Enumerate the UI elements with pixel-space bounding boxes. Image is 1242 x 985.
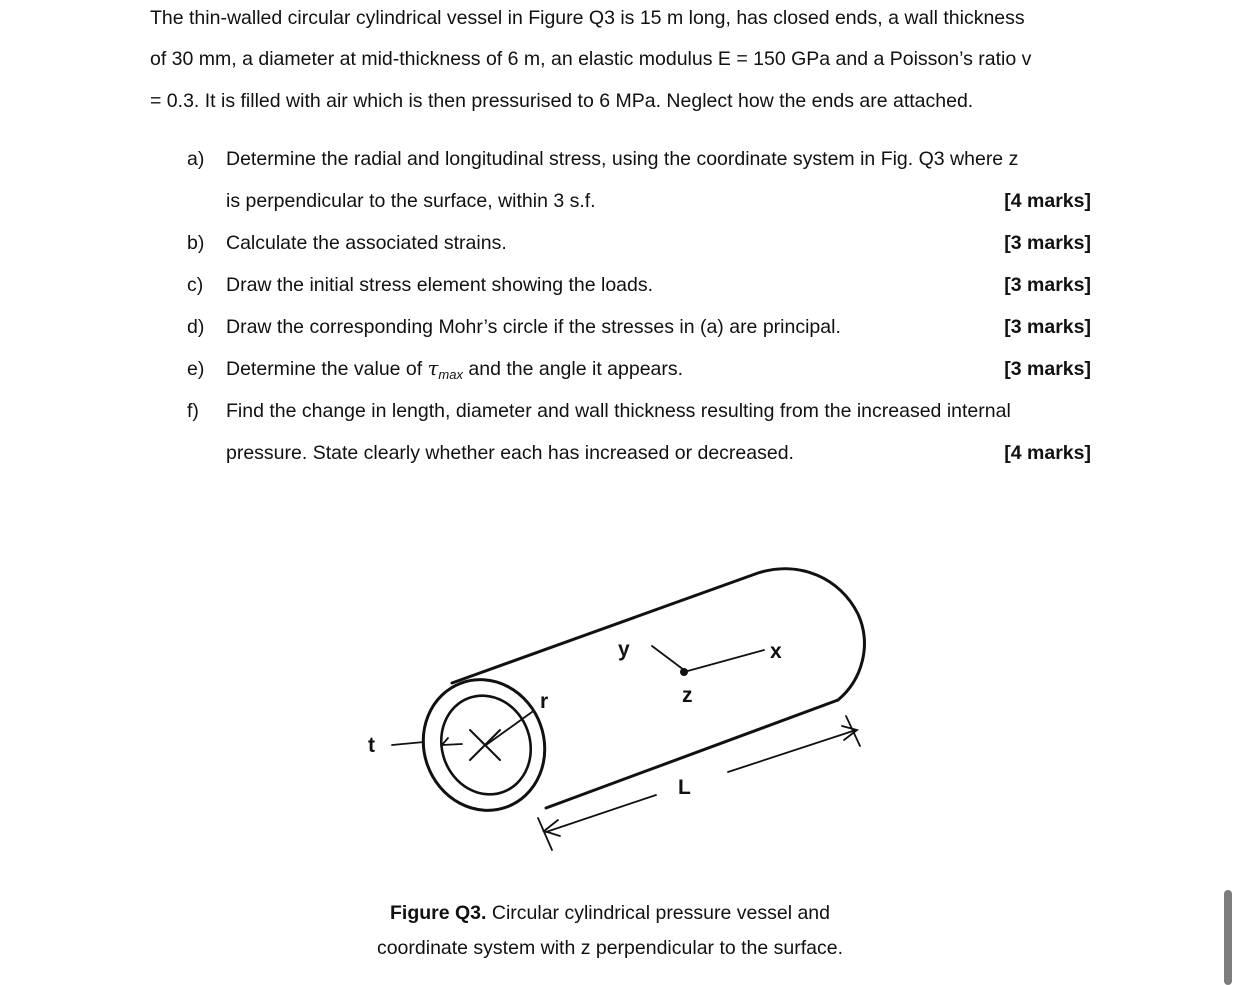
- figure-caption-rest: Circular cylindrical pressure vessel and: [486, 902, 830, 924]
- y-axis-line: [652, 646, 684, 670]
- question-f-marks: [4 marks]: [1004, 442, 1091, 464]
- question-f-label: f): [187, 400, 199, 422]
- cylinder-diagram: [340, 555, 900, 865]
- cylinder-top-edge: [452, 569, 864, 700]
- question-c-marks: [3 marks]: [1004, 274, 1091, 296]
- intro-line-1: The thin-walled circular cylindrical vessel in Figure Q3 is 15 m long, has closed ends, a wall thickness: [150, 7, 1025, 29]
- question-c-text: Draw the initial stress element showing the loads.: [226, 274, 654, 296]
- length-tick-right: [846, 716, 860, 746]
- x-axis-line: [684, 650, 764, 672]
- intro-line-2: of 30 mm, a diameter at mid-thickness of 6 m, an elastic modulus E = 150 GPa and a Poisson’s ratio v: [150, 48, 1032, 70]
- question-e-marks: [3 marks]: [1004, 358, 1091, 380]
- vertical-scrollbar[interactable]: [1224, 890, 1232, 985]
- t-label: t: [368, 734, 375, 757]
- length-label: L: [678, 776, 691, 799]
- tau-subscript: max: [438, 367, 463, 382]
- question-f-text-line-1: Find the change in length, diameter and wall thickness resulting from the increased internal: [226, 400, 1011, 422]
- length-tick-left: [538, 818, 552, 850]
- intro-line-3: = 0.3. It is filled with air which is then pressurised to 6 MPa. Neglect how the ends are attached.: [150, 90, 974, 112]
- question-a-label: a): [187, 148, 205, 170]
- y-axis-label: y: [618, 638, 630, 661]
- question-b-marks: [3 marks]: [1004, 232, 1091, 254]
- radius-line: [486, 712, 532, 745]
- thickness-line: [392, 742, 424, 745]
- tau-symbol: τ: [427, 357, 439, 380]
- question-f-text-line-2: pressure. State clearly whether each has increased or decreased.: [226, 442, 794, 464]
- figure-caption-line-2: coordinate system with z perpendicular to the surface.: [376, 937, 844, 959]
- figure-caption-line-1: [300, 901, 920, 925]
- question-d-text: Draw the corresponding Mohr’s circle if the stresses in (a) are principal.: [226, 316, 841, 338]
- cylinder-bottom-edge: [546, 700, 838, 808]
- length-dim-right: [728, 730, 856, 772]
- thickness-arrow: [442, 738, 462, 745]
- r-label: r: [540, 690, 549, 713]
- figure-caption-bold: Figure Q3.: [390, 902, 487, 924]
- question-a-text-line-2: is perpendicular to the surface, within 3 s.f.: [226, 190, 596, 212]
- question-a-marks: [4 marks]: [1004, 190, 1091, 212]
- question-b-text: Calculate the associated strains.: [226, 232, 507, 254]
- question-d-marks: [3 marks]: [1004, 316, 1091, 338]
- question-e-label: e): [187, 358, 205, 380]
- question-a-text-line-1: Determine the radial and longitudinal stress, using the coordinate system in Fig. Q3 where z: [226, 148, 1019, 170]
- question-b-label: b): [187, 232, 205, 254]
- question-c-label: c): [187, 274, 204, 296]
- question-e-text-before: Determine the value of: [226, 358, 428, 380]
- origin-point: [680, 668, 688, 676]
- z-axis-label: z: [682, 684, 693, 707]
- x-axis-label: x: [770, 640, 782, 663]
- question-e-text: [226, 357, 683, 387]
- question-e-text-after: and the angle it appears.: [462, 358, 684, 380]
- question-d-label: d): [187, 316, 205, 338]
